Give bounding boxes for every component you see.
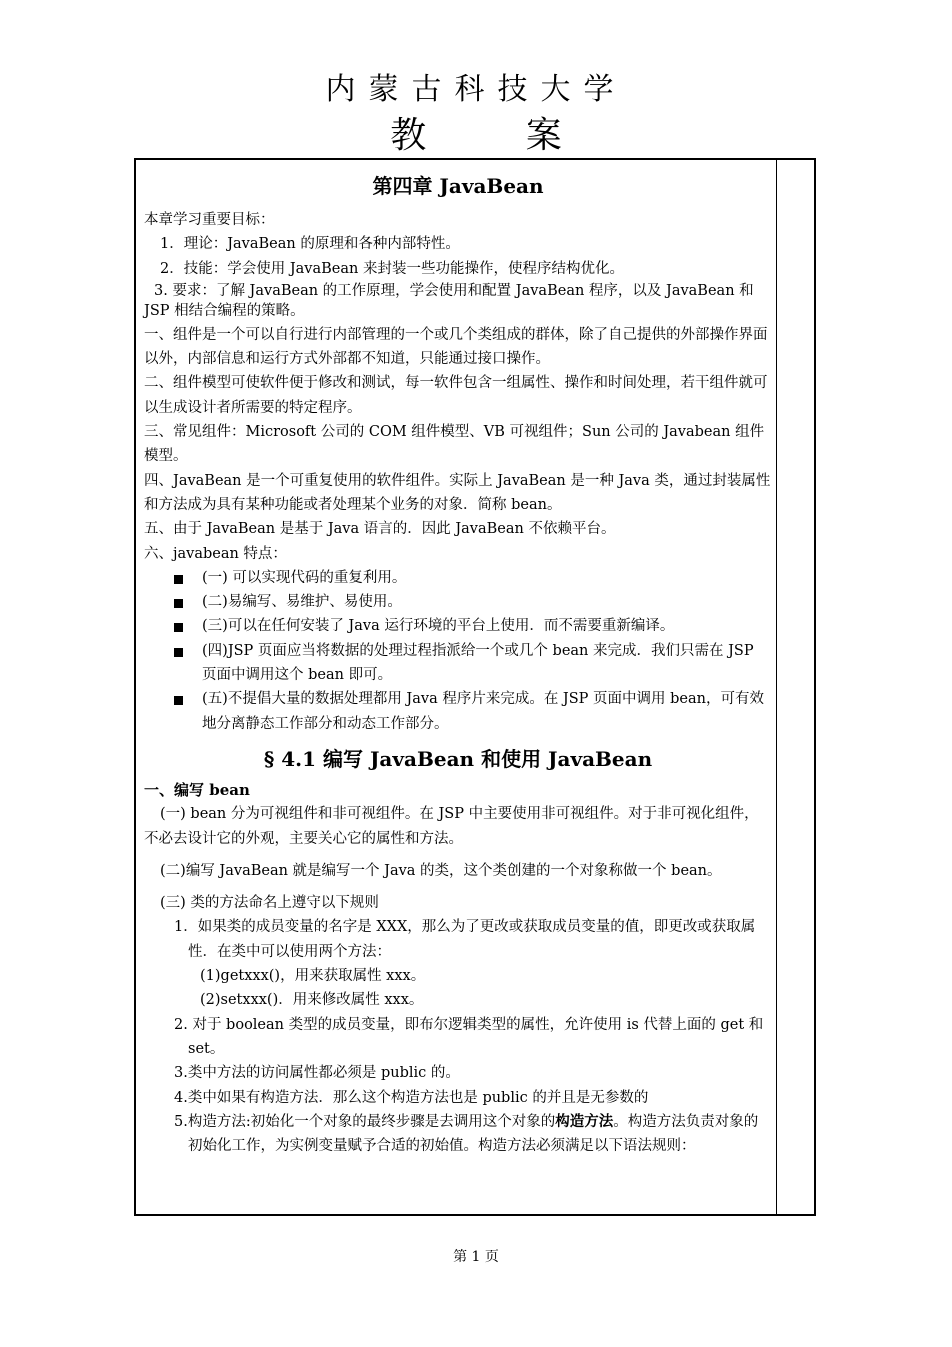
point-item: 五、由于 JavaBean 是基于 Java 语言的．因此 JavaBean 不依赖平台。	[144, 521, 616, 538]
rule-subitem: (1)getxxx()，用来获取属性 xxx。	[200, 968, 426, 985]
point-item: 六、javabean 特点：	[144, 545, 287, 562]
feature-text: (五)不提倡大量的数据处理都用 Java 程序片来完成。在 JSP 页面中调用 bean，可有效地分离静态工作部分和动态工作部分。	[202, 691, 764, 732]
university-name: 内蒙古科技大学	[325, 72, 627, 107]
rule-emphasis: 构造方法	[555, 1112, 614, 1130]
list-item	[144, 614, 772, 638]
list-item	[144, 590, 772, 614]
feature-text: (一) 可以实现代码的重复利用。	[202, 569, 407, 586]
rule-item: 4.类中如果有构造方法．那么这个构造方法也是 public 的并且是无参数的	[174, 1089, 649, 1106]
point-item: 一、组件是一个可以自行进行内部管理的一个或几个类组成的群体，除了自己提供的外部操作界面以外，内部信息和运行方式外部都不知道，只能通过接口操作。	[144, 326, 768, 368]
goal-item: 1．理论：JavaBean 的原理和各种内部特性。	[160, 236, 460, 253]
goals-heading: 本章学习重要目标：	[144, 212, 275, 228]
rule-subitem: (2)setxxx()．用来修改属性 xxx。	[200, 992, 424, 1009]
goal-item: 2．技能：学会使用 JavaBean 来封装一些功能操作，使程序结构优化。	[160, 260, 624, 277]
square-bullet-icon	[174, 575, 183, 584]
square-bullet-icon	[174, 623, 183, 632]
feature-text: (二)易编写、易维护、易使用。	[202, 594, 402, 611]
paragraph: (一) bean 分为可视组件和非可视组件。在 JSP 中主要使用非可视组件。对于非可视化组件，不必去设计它的外观，主要关心它的属性和方法。	[144, 806, 759, 847]
feature-text: (四)JSP 页面应当将数据的处理过程指派给一个或几个 bean 来完成．我们只需在 JSP 页面中调用这个 bean 即可。	[202, 642, 754, 684]
rule-item: 3.类中方法的访问属性都必须是 public 的。	[174, 1065, 460, 1082]
point-item: 四、JavaBean 是一个可重复使用的软件组件。实际上 JavaBean 是一种 Java 类，通过封装属性和方法成为具有某种功能或者处理某个业务的对象．简称 bean。	[144, 472, 771, 513]
rule-text: 5.构造方法:初始化一个对象的最终步骤是去调用这个对象的	[174, 1113, 556, 1130]
document-type: 教 案	[390, 115, 606, 156]
rule-item: 1．如果类的成员变量的名字是 XXX，那么为了更改或获取成员变量的值，即更改或获取属性．在类中可以使用两个方法：	[174, 919, 756, 960]
feature-list	[144, 566, 772, 736]
list-item	[144, 566, 772, 590]
list-item	[144, 639, 772, 688]
square-bullet-icon	[174, 696, 183, 705]
page-number: 第 1 页	[453, 1249, 499, 1265]
chapter-title: 第四章 JavaBean	[372, 174, 544, 198]
lesson-content	[144, 168, 772, 1158]
rule-item: 2. 对于 boolean 类型的成员变量，即布尔逻辑类型的属性，允许使用 is 代替上面的 get 和 set。	[174, 1016, 764, 1057]
table-column-divider	[776, 158, 777, 1216]
paragraph: (三) 类的方法命名上遵守以下规则	[160, 895, 379, 912]
square-bullet-icon	[174, 648, 183, 657]
section-title: § 4.1 编写 JavaBean 和使用 JavaBean	[263, 746, 653, 771]
point-item: 三、常见组件：Microsoft 公司的 COM 组件模型、VB 可视组件；Sun 公司的 Javabean 组件模型。	[144, 424, 765, 465]
square-bullet-icon	[174, 599, 183, 608]
point-item: 二、组件模型可使软件便于修改和测试，每一软件包含一组属性、操作和时间处理，若干组件就可以生成设计者所需要的特定程序。	[144, 375, 768, 416]
feature-text: (三)可以在任何安装了 Java 运行环境的平台上使用．而不需要重新编译。	[202, 618, 675, 635]
rule-text: 。构造方法负责对象的初始化工作，为实例变量赋予合适的初始值。构造方法必须满足以下语法规则：	[188, 1113, 759, 1155]
goal-item: 3. 要求：了解 JavaBean 的工作原理，学会使用和配置 JavaBean 程序，以及 JavaBean 和 JSP 相结合编程的策略。	[144, 282, 754, 319]
list-item	[144, 687, 772, 736]
subsection-title: 一、编写 bean	[144, 780, 250, 799]
rule-item	[144, 1110, 772, 1159]
paragraph: (二)编写 JavaBean 就是编写一个 Java 的类，这个类创建的一个对象称做一个 bean。	[160, 862, 722, 879]
